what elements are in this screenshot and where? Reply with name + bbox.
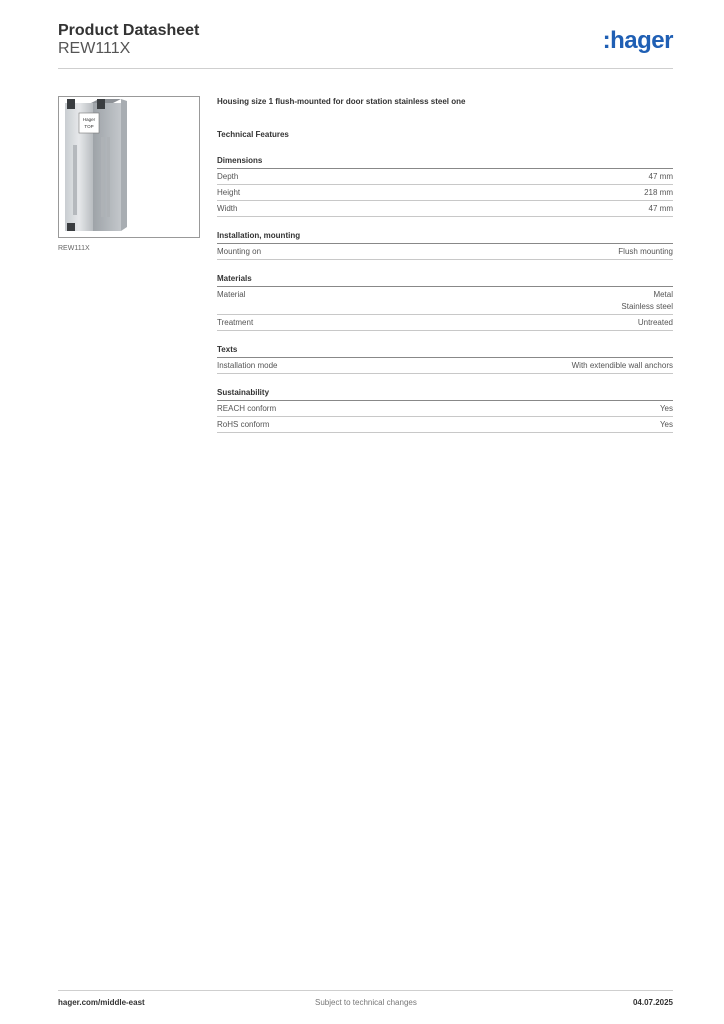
product-label-top: TOP	[84, 124, 94, 129]
product-image-frame	[58, 96, 200, 238]
feature-value	[660, 419, 673, 431]
section-title: Installation, mounting	[217, 230, 673, 244]
feature-value	[644, 187, 673, 199]
feature-value-line: Untreated	[637, 318, 673, 327]
image-caption: REW111X	[58, 245, 90, 252]
feature-value	[638, 317, 673, 329]
section-title: Texts	[217, 344, 673, 358]
section-title: Sustainability	[217, 387, 673, 401]
feature-value-line: With extendible wall anchors	[571, 361, 673, 370]
section-title: Dimensions	[217, 155, 673, 169]
feature-label: Installation mode	[217, 361, 278, 370]
feature-sections	[217, 155, 673, 433]
feature-row	[217, 315, 673, 331]
feature-row	[217, 287, 673, 315]
hager-logo: :hager	[602, 27, 673, 54]
feature-section	[217, 387, 673, 433]
feature-value	[572, 360, 673, 372]
feature-value	[649, 171, 673, 183]
feature-section	[217, 344, 673, 374]
product-description: Housing size 1 flush-mounted for door station stainless steel one	[217, 97, 466, 106]
feature-label: Width	[217, 204, 238, 213]
feature-value-line: Yes	[659, 420, 673, 429]
feature-row	[217, 244, 673, 260]
product-label-brand: Hager	[82, 117, 96, 122]
feature-section	[217, 273, 673, 331]
feature-label: RoHS conform	[217, 420, 270, 429]
feature-value-line: Yes	[659, 404, 673, 413]
technical-features-heading: Technical Features	[217, 130, 289, 139]
header-divider	[58, 68, 673, 69]
datasheet-content	[217, 96, 673, 446]
feature-value-line: Flush mounting	[618, 247, 673, 256]
feature-row	[217, 185, 673, 201]
feature-value	[618, 246, 673, 258]
footer-website: hager.com/middle-east	[58, 998, 145, 1007]
footer-date: 04.07.2025	[632, 998, 673, 1007]
footer-notice: Subject to technical changes	[315, 998, 417, 1007]
product-image	[59, 97, 199, 237]
feature-section	[217, 230, 673, 260]
feature-row	[217, 169, 673, 185]
feature-row	[217, 417, 673, 433]
feature-label: Height	[217, 188, 241, 197]
feature-value-line: Stainless steel	[621, 302, 673, 311]
feature-value-line: Metal	[653, 290, 673, 299]
footer-divider	[58, 990, 673, 991]
feature-value-line: 47 mm	[648, 172, 673, 181]
feature-row	[217, 201, 673, 217]
feature-label: REACH conform	[217, 404, 277, 413]
logo-text: hager	[610, 27, 673, 54]
feature-row	[217, 401, 673, 417]
section-title: Materials	[217, 273, 673, 287]
feature-value	[621, 289, 673, 313]
document-title: Product Datasheet	[58, 22, 200, 39]
product-code: REW111X	[58, 40, 131, 57]
page-header	[58, 22, 673, 68]
feature-value	[649, 203, 673, 215]
feature-section	[217, 155, 673, 217]
feature-label: Treatment	[217, 318, 254, 327]
feature-label: Material	[217, 290, 246, 299]
feature-label: Mounting on	[217, 247, 262, 256]
feature-value-line: 47 mm	[648, 204, 673, 213]
feature-value-line: 218 mm	[644, 188, 673, 197]
feature-label: Depth	[217, 172, 239, 181]
feature-value	[660, 403, 673, 415]
feature-row	[217, 358, 673, 374]
